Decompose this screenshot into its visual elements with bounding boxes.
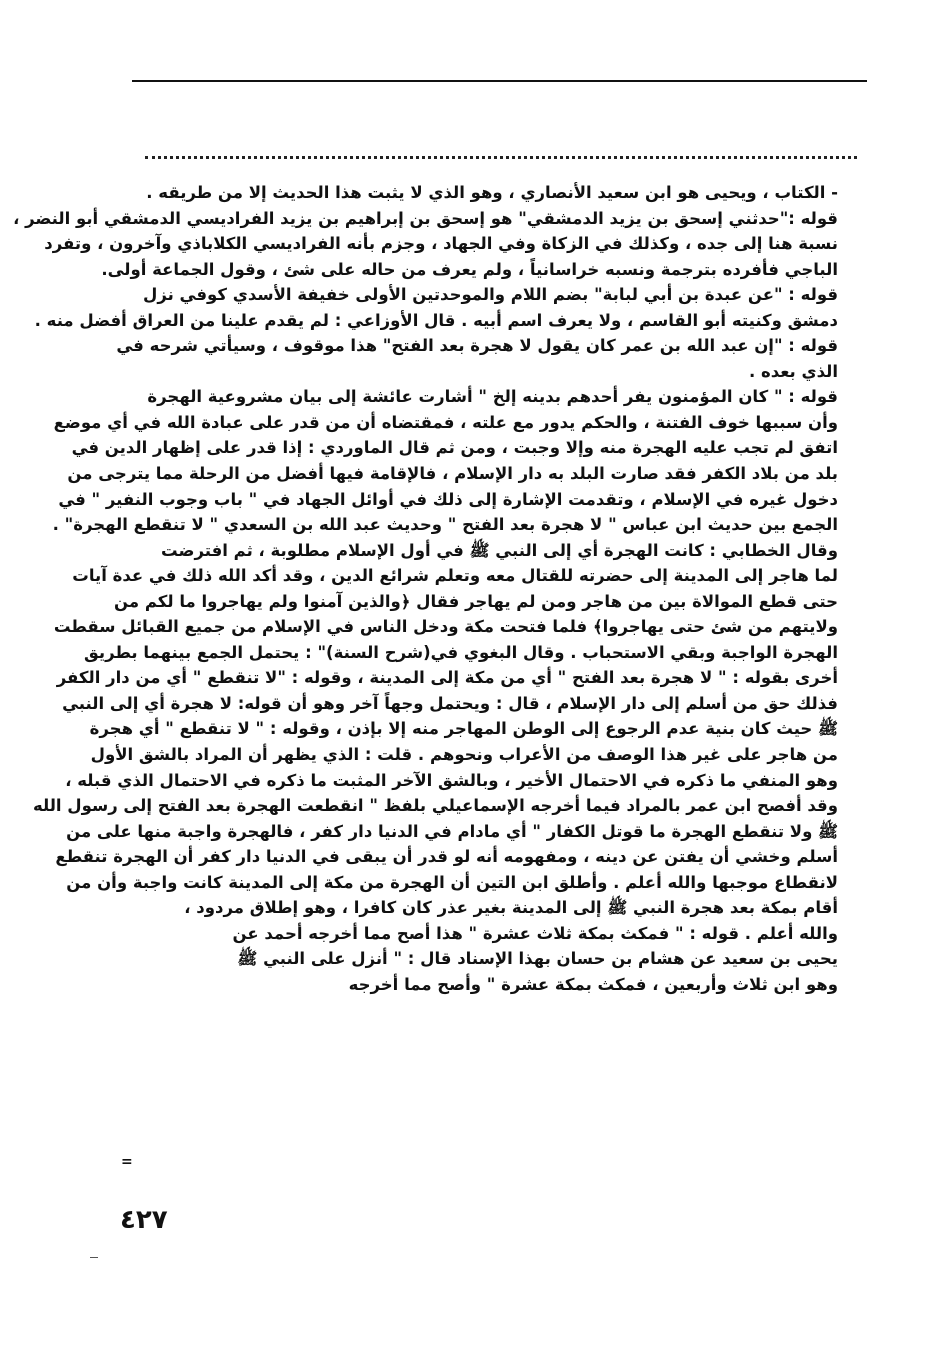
text-line: دخول غيره في الإسلام ، وتقدمت الإشارة إلى ذلك في أوائل الجهاد في " باب وجوب النفير " في xyxy=(58,489,838,509)
text-line: قوله :"حدثني إسحق بن يزيد الدمشقي" هو إسحق بن إبراهيم بن يزيد الفراديسي الدمشقي أبو النضر ، xyxy=(13,208,838,228)
text-line: الجمع بين حديث ابن عباس " لا هجرة بعد الفتح " وحديث عبد الله بن السعدي " لا تنقطع الهجرة" . xyxy=(52,515,838,535)
commentary-text xyxy=(13,180,838,998)
header-rule xyxy=(132,80,867,82)
text-line: يحيى بن سعيد عن هشام بن حسان بهذا الإسناد قال : " أنزل على النبي ﷺ xyxy=(237,949,838,969)
text-line: وأن سببها خوف الفتنة ، والحكم يدور مع علته ، فمقتضاه أن من قدر على عبادة الله في أي موضع xyxy=(53,412,838,432)
text-line: حتى قطع الموالاة بين من هاجر ومن لم يهاجر فقال ﴿والذين آمنوا ولم يهاجروا ما لكم من xyxy=(114,591,838,611)
text-line: من هاجر على غير هذا الوصف من الأعراب ونحوهم . قلت : الذي يظهر أن المراد بالشق الأول xyxy=(90,745,838,765)
text-line: قوله : "إن عبد الله بن عمر كان يقول لا هجرة بعد الفتح" هذا موقوف ، وسيأتي شرحه في xyxy=(116,336,838,356)
text-line: الباجي فأفرده بترجمة ونسبه خراسانياً ، ولم يعرف من حاله على شئ ، وقول الجماعة أولى. xyxy=(101,259,838,279)
text-line: وهو ابن ثلاث وأربعين ، فمكث بمكة عشرة " وأصح مما أخرجه xyxy=(348,974,838,994)
page-number: ٤٢٧ xyxy=(120,1205,168,1235)
continuation-mark: = xyxy=(121,1154,133,1170)
text-line: الهجرة الواجبة وبقي الاستحباب . وقال البغوي في(شرح السنة)" : يحتمل الجمع بينهما بطريق xyxy=(84,642,838,662)
text-line: فذلك حق من أسلم إلى دار الإسلام ، قال : ويحتمل وجهاً آخر وهو أن قوله: لا هجرة أي إلى النبي xyxy=(62,693,838,713)
text-line: ولايتهم من شئ حتى يهاجروا﴾ فلما فتحت مكة ودخل الناس في الإسلام من جميع القبائل سقطت xyxy=(53,617,838,637)
text-line: دمشق وكنيته أبو القاسم ، ولا يعرف اسم أبيه . قال الأوزاعي : لم يقدم علينا من العراق أفضل منه . xyxy=(34,310,838,330)
text-line: - الكتاب ، ويحيى هو ابن سعيد الأنصاري ، وهو الذي لا يثبت هذا الحديث إلا من طريقه . xyxy=(146,183,838,202)
text-line: لانقطاع موجبها والله أعلم . وأطلق ابن التين أن الهجرة من مكة إلى المدينة كانت واجبة وأن من xyxy=(66,872,838,892)
text-line: أخرى بقوله : " لا هجرة بعد الفتح " أي من مكة إلى المدينة ، وقوله : "لا تنقطع " أي من دار الكفر xyxy=(56,668,838,688)
text-line: قوله : "عن عبدة بن أبي لبابة" بضم اللام والموحدتين الأولى خفيفة الأسدي كوفي نزل xyxy=(143,285,838,305)
text-line: وقال الخطابي : كانت الهجرة أي إلى النبي ﷺ في أول الإسلام مطلوبة ، ثم افترضت xyxy=(161,540,838,560)
text-line: قوله : " كان المؤمنون يفر أحدهم بدينه إلخ " أشارت عائشة إلى بيان مشروعية الهجرة xyxy=(147,387,838,407)
text-line: اتفق لم تجب عليه الهجرة منه وإلا وجبت ، ومن ثم قال الماوردي : إذا قدر على إظهار الدين في xyxy=(71,438,838,458)
text-line: أقام بمكة بعد هجرة النبي ﷺ إلى المدينة بغير عذر كان كافرا ، وهو إطلاق مردود ، xyxy=(184,898,838,918)
dotted-separator xyxy=(145,156,857,159)
text-line: ﷺ ولا تنقطع الهجرة ما قوتل الكفار " أي مادام في الدنيا دار كفر ، فالهجرة واجبة منها على من xyxy=(66,821,838,841)
text-line: لما هاجر إلى المدينة إلى حضرته للقتال معه وتعلم شرائع الدين ، وقد أكد الله ذلك في عدة آيات xyxy=(72,566,838,586)
text-line: والله أعلم . قوله : " فمكث بمكة ثلاث عشرة " هذا أصح مما أخرجه أحمد عن xyxy=(232,923,838,943)
text-line: وقد أفصح ابن عمر بالمراد فيما أخرجه الإسماعيلي بلفظ " انقطعت الهجرة بعد الفتح إلى رسول الله xyxy=(32,796,838,816)
text-line: وهو المنفي ما ذكره في الاحتمال الأخير ، وبالشق الآخر المثبت ما ذكره في الاحتمال الذي قبله ، xyxy=(65,770,838,790)
scan-mark xyxy=(90,1257,98,1258)
text-line: الذي بعده . xyxy=(748,361,838,381)
text-line: نسبة هنا إلى جده ، وكذلك في الزكاة وفي الجهاد ، وجزم بأنه الفراديسي الكلاباذي وآخرون ، وتفرد xyxy=(44,234,838,254)
text-line: بلد من بلاد الكفر فقد صارت البلد به دار الإسلام ، فالإقامة فيها أفضل من الرحلة مما يترجى من xyxy=(67,464,838,484)
text-line: ﷺ حيث كان بنية عدم الرجوع إلى الوطن المهاجر منه إلا بإذن ، وقوله : " لا تنقطع " أي هجرة xyxy=(89,719,838,739)
text-line: أسلم وخشي أن يفتن عن دينه ، ومفهومه أنه لو قدر أن يبقى في الدنيا دار كفر أن الهجرة تنقطع xyxy=(55,847,838,867)
